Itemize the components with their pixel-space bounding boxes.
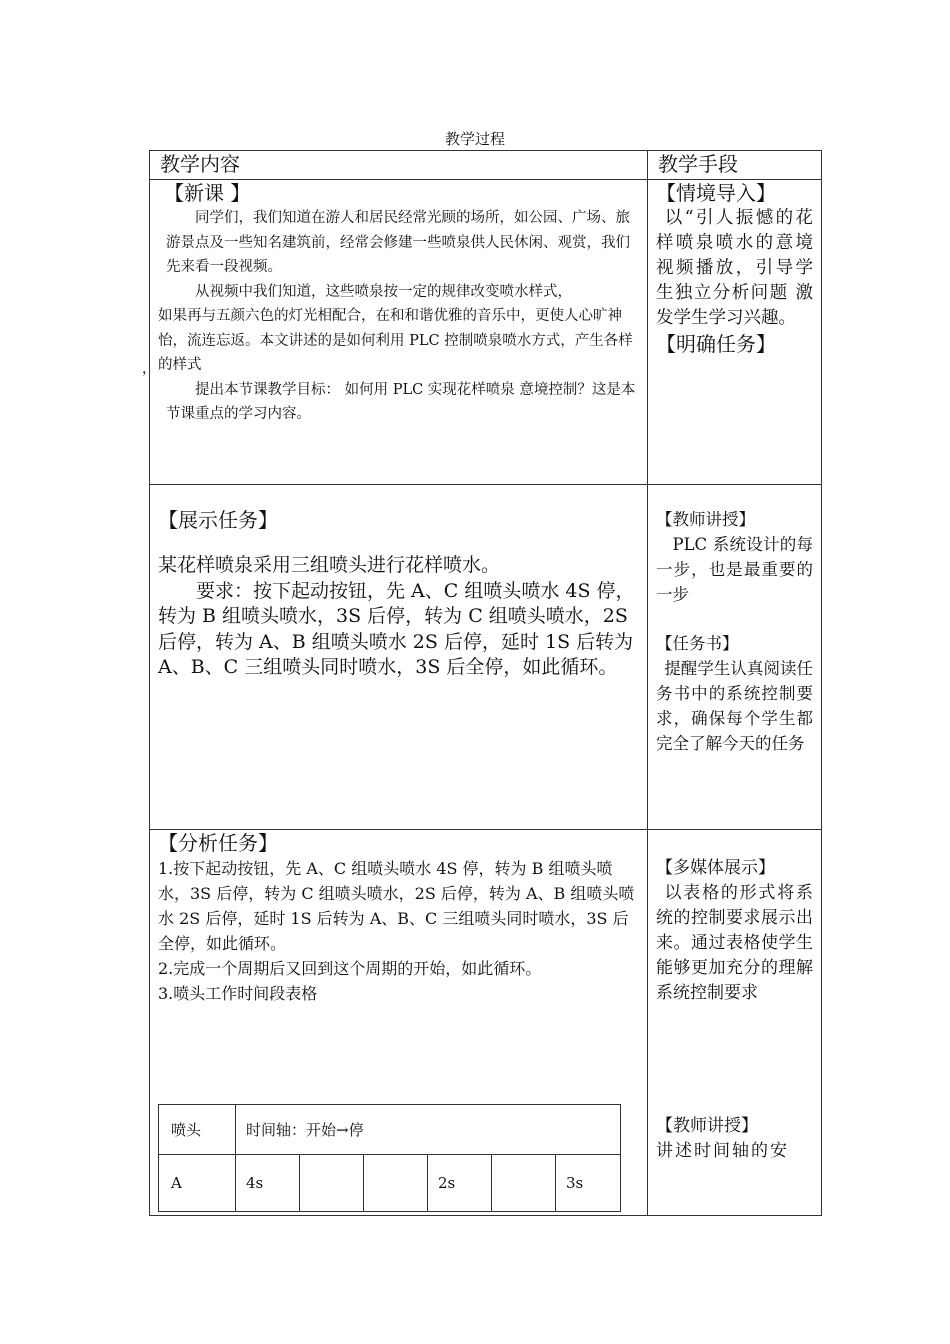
section1-method [648,180,822,485]
section2-content [150,485,648,830]
section2-method [648,485,822,830]
margin-mark: ， [142,361,156,377]
section2-line: 要求：按下起动按钮，先 A、C 组喷头喷水 4S 停，转为 B 组喷头喷水，3S 后停，转为 C 组喷头喷水，2S 后停，转为 A、B 组喷头喷水 2S 后停，延时 1S 后转为 A、B、C 三组喷头同时喷水，3S 后全停，如此循环。 [158,579,635,678]
table-cell: 3s [556,1155,621,1212]
section1-paragraph: 提出本节课教学目标： 如何用 PLC 实现花样喷泉 意境控制？这是本节课重点的学习内容。 [166,381,636,422]
side-heading: 【情境导入】 [656,181,776,205]
section2-line: 某花样喷泉采用三组喷头进行花样喷水。 [158,554,501,576]
section3-item: 2.完成一个周期后又回到这个周期的开始，如此循环。 [158,959,542,978]
table-cell: 4s [236,1155,300,1212]
section1-content [150,180,648,485]
table-cell [364,1155,428,1212]
table-cell [300,1155,364,1212]
section3-item: 3.喷头工作时间段表格 [158,984,318,1003]
header-method: 教学手段 [648,151,822,180]
side-heading: 【明确任务】 [656,332,776,356]
teaching-process-table [149,150,822,1216]
side-heading: 【教师讲授】 [656,1116,758,1136]
side-text: PLC 系统设计的每一步，也是最重要的一步 [656,535,813,604]
side-heading: 【多媒体展示】 [656,858,775,878]
nozzle-timing-table [158,1104,621,1212]
section1-paragraph: 从视频中我们知道，这些喷泉按一定的规律改变喷水样式， [195,283,572,300]
section3-item: 1.按下起动按钮，先 A、C 组喷头喷水 4S 停，转为 B 组喷头喷水，3S 后停，转为 C 组喷头喷水，2S 后停，转为 A、B 组喷头喷水 2S 后停，延时 1S 后转为 A、B、C 三组喷头同时喷水，3S 后全停，如此循环。 [158,859,635,953]
section3-heading: 【分析任务】 [158,831,278,855]
section1-heading: 【新课 】 [164,181,251,205]
section2-heading: 【展示任务】 [158,508,278,532]
side-text: 以表格的形式将系统的控制要求展示出来。通过表格使学生能够更加充分的理解系统控制要求 [656,883,813,1003]
table-cell [492,1155,556,1212]
header-content: 教学内容 [150,151,648,180]
section3-method [648,830,822,1216]
document-title: 教学过程 [444,130,505,148]
side-heading: 【任务书】 [656,634,739,653]
side-heading: 【教师讲授】 [656,510,755,529]
table-cell: A [159,1155,236,1212]
table-header-timeline: 时间轴：开始→停 [236,1105,621,1155]
table-header-nozzle: 喷头 [159,1105,236,1155]
section1-paragraph: 同学们，我们知道在游人和居民经常光顾的场所，如公园、广场、旅游景点及一些知名建筑前，经常会修建一些喷泉供人民休闲、观赏，我们先来看一段视频。 [166,210,630,275]
side-text: 以“引人振憾的花样喷泉喷水的意境视频播放，引导学生独立分析问题 激发学生学习兴趣。 [656,208,813,328]
section1-paragraph: 如果再与五颜六色的灯光相配合，在和和谐优雅的音乐中，更使人心旷神怡，流连忘返。本文讲述的是如何利用 PLC 控制喷泉喷水方式，产生各样的样式 [158,308,633,373]
side-text: 讲述时间轴的安 [656,1141,789,1161]
side-text: 提醒学生认真阅读任务书中的系统控制要求，确保每个学生都完全了解今天的任务 [656,659,813,753]
table-cell: 2s [428,1155,492,1212]
